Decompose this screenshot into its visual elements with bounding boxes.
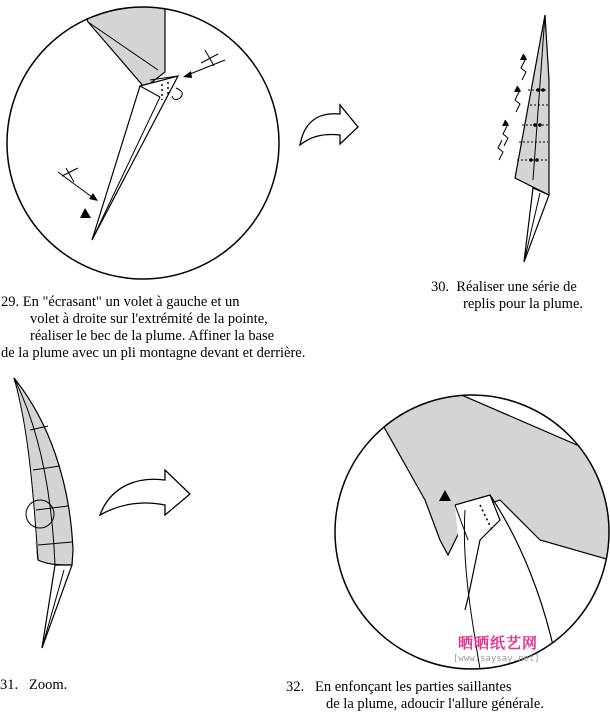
caption-line: Zoom. [29, 677, 68, 693]
step-number: 29. [1, 294, 20, 310]
shaded-paper-flap [80, 0, 165, 88]
arrow-lower [58, 172, 96, 200]
step-32-figure [335, 390, 610, 669]
caption-step-31 [0, 677, 67, 694]
step-arrow-1 [300, 105, 358, 145]
caption-step-32 [286, 679, 544, 713]
shaded-feather-zoom [380, 390, 610, 560]
caption-line: réaliser le bec de la plume. Affiner la base [30, 328, 275, 344]
beak-point [92, 76, 178, 240]
step-31-figure [14, 378, 73, 648]
caption-line: replis pour la plume. [463, 296, 584, 312]
step-number: 32. [286, 679, 305, 695]
step-number: 31. [0, 677, 19, 693]
caption-line: de la plume, adoucir l'allure générale. [326, 696, 544, 712]
caption-line: En "écrasant" un volet à gauche et un [22, 294, 240, 310]
caption-step-29 [1, 294, 305, 362]
feather-zoom [14, 378, 73, 565]
step-29-figure [7, 0, 279, 279]
step-30-figure [498, 15, 549, 262]
caption-line: En enfonçant les parties saillantes [315, 679, 512, 695]
caption-line: Réaliser une série de [456, 279, 577, 295]
push-marker [80, 208, 91, 218]
step-number: 30. [431, 279, 450, 295]
watermark-logo: 晒晒纸艺网 [458, 634, 539, 652]
caption-line: volet à droite sur l'extrémité de la pointe, [30, 311, 268, 327]
watermark-url: [www.saysay.net] [453, 654, 540, 664]
caption-line: de la plume avec un pli montagne devant et derrière. [1, 345, 306, 361]
step-arrow-2 [100, 470, 190, 515]
caption-step-30 [431, 279, 583, 313]
